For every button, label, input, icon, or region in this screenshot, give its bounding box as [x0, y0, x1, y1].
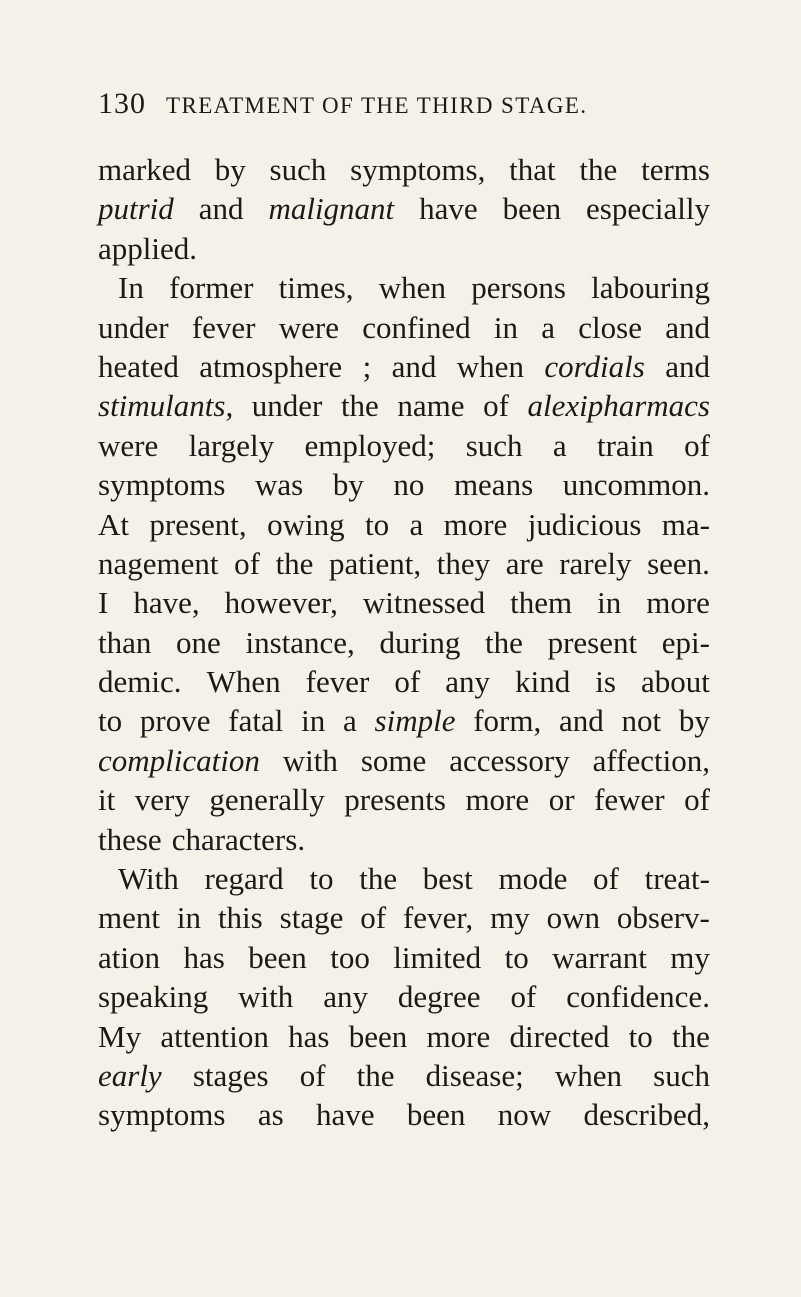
word: especially [586, 191, 710, 227]
word: any [445, 664, 491, 700]
text-line [98, 623, 710, 662]
word: stages [192, 1057, 269, 1093]
word: a [552, 427, 567, 463]
word: to [628, 1018, 653, 1054]
word: more [443, 506, 508, 542]
word: terms [641, 152, 710, 187]
word: it [98, 782, 116, 818]
word: been [348, 1018, 408, 1054]
word: putrid [98, 191, 174, 227]
word: more [426, 1018, 491, 1054]
word: with [282, 742, 338, 778]
word: in [176, 900, 202, 936]
text-line [98, 938, 710, 977]
text-line [98, 150, 710, 189]
word: and [198, 191, 244, 227]
word: they [436, 545, 491, 581]
word: as [257, 1097, 284, 1133]
page-header [98, 84, 718, 126]
word: atmosphere [199, 348, 343, 384]
word: characters. [171, 821, 306, 857]
word: confidence. [566, 979, 710, 1015]
word: described, [583, 1097, 710, 1133]
word: close [578, 309, 642, 345]
word: been [248, 939, 307, 975]
word: when [554, 1057, 623, 1093]
word: such [465, 427, 523, 463]
word: about [641, 664, 710, 700]
word: symptoms [98, 467, 226, 503]
word: malignant [268, 191, 395, 227]
word: early [98, 1057, 162, 1093]
word: in [597, 585, 622, 621]
word: one [176, 624, 221, 660]
word: persons [471, 270, 566, 306]
word: In [118, 270, 144, 306]
word: when [456, 348, 524, 384]
word: that [509, 152, 556, 187]
text-line [98, 505, 710, 544]
word: alexipharmacs [527, 388, 710, 424]
word: by [332, 467, 364, 503]
word: seen. [647, 545, 710, 581]
word: of [299, 1057, 326, 1093]
word: means [453, 467, 534, 503]
word: judicious [527, 506, 642, 542]
word: observ- [616, 900, 710, 936]
text-line [98, 426, 710, 465]
word: very [134, 782, 190, 818]
word: the [672, 1018, 710, 1054]
word: these [98, 821, 162, 857]
page-number: 130 [98, 87, 146, 120]
word: attention [160, 1018, 269, 1054]
word: affection, [592, 742, 710, 778]
word: When [206, 664, 281, 700]
word: them [510, 585, 573, 621]
word: however, [224, 585, 338, 621]
word: symptoms [98, 1097, 226, 1133]
word: and [559, 703, 604, 739]
word: is [595, 664, 616, 700]
word: I [98, 585, 109, 621]
text-line [98, 1017, 710, 1056]
word: such [269, 152, 327, 187]
word: or [548, 782, 575, 818]
word: to [504, 939, 529, 975]
word: epi- [661, 624, 710, 660]
word: were [278, 309, 339, 345]
word: simple [374, 703, 456, 739]
word: ma- [661, 506, 710, 542]
text-line [98, 859, 710, 898]
text-line [98, 583, 710, 622]
word: ation [98, 939, 160, 975]
word: speaking [98, 979, 209, 1015]
word: the [356, 1057, 395, 1093]
word: form, [473, 703, 542, 739]
text-line [98, 189, 710, 228]
word: this [217, 900, 263, 936]
word: now [497, 1097, 552, 1133]
text-line [98, 268, 710, 307]
word: a [541, 309, 556, 345]
word: has [183, 939, 225, 975]
word: present, [149, 506, 247, 542]
word: My [98, 1018, 142, 1054]
word: degree [397, 979, 481, 1015]
word: and [665, 309, 710, 345]
word: treat- [644, 861, 710, 897]
word: been [502, 191, 562, 227]
word: no [393, 467, 425, 503]
text-line [98, 465, 710, 504]
word: has [288, 1018, 330, 1054]
word: of [234, 545, 260, 581]
word: ; [362, 348, 372, 384]
word: limited [393, 939, 482, 975]
word: my [670, 939, 710, 975]
word: present [547, 624, 638, 660]
word: not [621, 703, 662, 739]
word: directed [509, 1018, 610, 1054]
word: prove [139, 703, 211, 739]
text-line [98, 662, 710, 701]
word: marked [98, 152, 191, 187]
word: during [379, 624, 461, 660]
text-line [98, 544, 710, 583]
word: name [397, 388, 465, 424]
word: too [330, 939, 370, 975]
word: any [323, 979, 368, 1015]
word: under [98, 309, 169, 345]
word: rarely [559, 545, 632, 581]
word: a [342, 703, 357, 739]
word: under [251, 388, 323, 424]
word: of [684, 782, 710, 818]
word: the [359, 861, 398, 897]
word: the [579, 152, 618, 187]
text-line [98, 898, 710, 937]
word: more [465, 782, 530, 818]
body-text [98, 150, 710, 1135]
word: fever [305, 664, 370, 700]
word: instance, [245, 624, 355, 660]
word: nagement [98, 545, 219, 581]
text-line [98, 820, 710, 859]
text-line [98, 308, 710, 347]
word: to [309, 861, 334, 897]
word: were [98, 427, 159, 463]
word: patient, [329, 545, 422, 581]
word: uncommon. [562, 467, 710, 503]
word: warrant [552, 939, 647, 975]
word: of [593, 861, 619, 897]
word: disease; [425, 1057, 524, 1093]
word: fever [191, 309, 256, 345]
word: such [653, 1057, 710, 1093]
word: with [238, 979, 294, 1015]
word: of [360, 900, 387, 936]
word: my [490, 900, 530, 936]
word: fatal [228, 703, 284, 739]
word: With [118, 861, 179, 897]
text-line [98, 780, 710, 819]
word: accessory [449, 742, 570, 778]
word: former [169, 270, 254, 306]
word: stimulants, [98, 388, 234, 424]
word: was [255, 467, 304, 503]
word: fever, [402, 900, 474, 936]
word: generally [209, 782, 325, 818]
word: own [546, 900, 600, 936]
word: a [409, 506, 424, 542]
word: stage [279, 900, 344, 936]
word: witnessed [362, 585, 486, 621]
word: largely [188, 427, 275, 463]
word: cordials [544, 348, 645, 384]
word: kind [515, 664, 571, 700]
word: are [505, 545, 544, 581]
word: some [360, 742, 427, 778]
word: the [485, 624, 523, 660]
word: owing [267, 506, 345, 542]
word: have [315, 1097, 375, 1133]
word: complication [98, 742, 260, 778]
word: demic. [98, 664, 182, 700]
word: presents [344, 782, 446, 818]
text-line [98, 347, 710, 386]
word: ment [98, 900, 160, 936]
word: symptoms, [350, 152, 486, 187]
word: than [98, 624, 152, 660]
word: have, [133, 585, 200, 621]
word: confined [362, 309, 471, 345]
word: heated [98, 348, 179, 384]
word: in [301, 703, 326, 739]
word: of [483, 388, 509, 424]
word: by [678, 703, 710, 739]
word: At [98, 506, 129, 542]
text-line [98, 701, 710, 740]
word: times, [278, 270, 354, 306]
word: applied. [98, 230, 197, 266]
word: best [422, 861, 473, 897]
text-line [98, 1056, 710, 1095]
word: and [665, 348, 710, 384]
word: employed; [304, 427, 436, 463]
text-line [98, 386, 710, 425]
word: mode [498, 861, 568, 897]
word: the [275, 545, 314, 581]
text-line [98, 977, 710, 1016]
text-line [98, 1095, 710, 1134]
word: train [597, 427, 654, 463]
word: by [214, 152, 246, 187]
word: to [98, 703, 123, 739]
word: regard [204, 861, 284, 897]
word: fewer [594, 782, 665, 818]
word: more [646, 585, 710, 621]
word: and [391, 348, 437, 384]
word: of [394, 664, 421, 700]
word: the [340, 388, 379, 424]
word: have [419, 191, 478, 227]
word: been [406, 1097, 466, 1133]
word: when [378, 270, 446, 306]
word: to [364, 506, 390, 542]
word: in [493, 309, 519, 345]
word: labouring [591, 270, 710, 306]
word: of [684, 427, 710, 463]
text-line [98, 229, 710, 268]
text-line [98, 741, 710, 780]
word: of [510, 979, 537, 1015]
running-head: TREATMENT OF THE THIRD STAGE. [166, 93, 588, 118]
